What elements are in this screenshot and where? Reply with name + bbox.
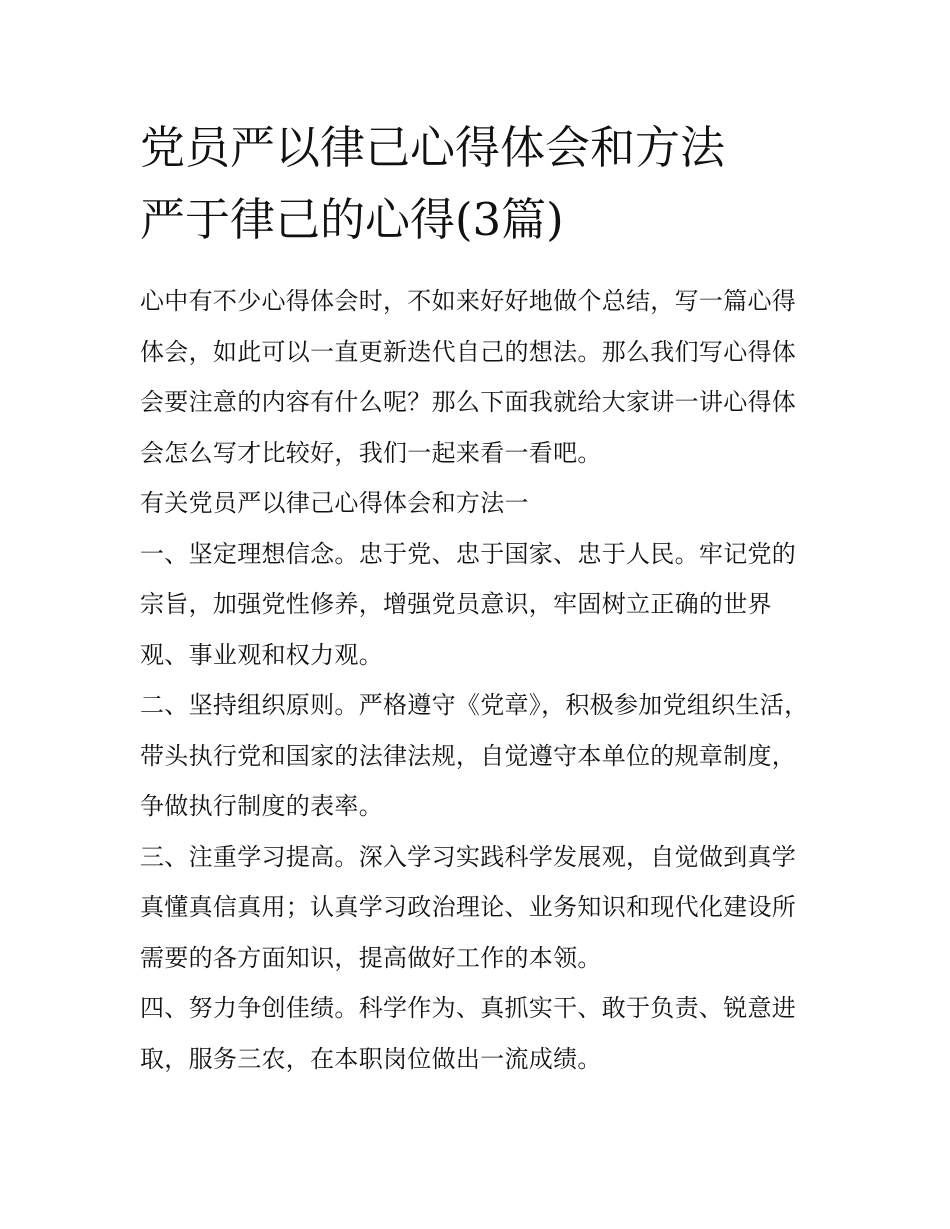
title-line-2: 严于律己的心得(3篇) — [140, 193, 564, 246]
point-3-paragraph: 三、注重学习提高。深入学习实践科学发展观，自觉做到真学真懂真信真用；认真学习政治理论、业务知识和现代化建设所需要的各方面知识，提高做好工作的本领。 — [140, 842, 797, 972]
title-line-1: 党员严以律己心得体会和方法 — [140, 121, 726, 174]
document-title — [140, 112, 812, 256]
section-heading: 有关党员严以律己心得体会和方法一 — [140, 489, 529, 517]
point-2-paragraph: 二、坚持组织原则。严格遵守《党章》，积极参加党组织生活，带头执行党和国家的法律法规，自觉遵守本单位的规章制度，争做执行制度的表率。 — [140, 691, 809, 820]
document-page — [140, 112, 812, 1084]
intro-paragraph: 心中有不少心得体会时，不如来好好地做个总结，写一篇心得体会，如此可以一直更新迭代自己的想法。那么我们写心得体会要注意的内容有什么呢？那么下面我就给大家讲一讲心得体会怎么写才比较好，我们一起来看一看吧。 — [140, 287, 797, 467]
point-1-paragraph: 一、坚定理想信念。忠于党、忠于国家、忠于人民。牢记党的宗旨，加强党性修养，增强党员意识，牢固树立正确的世界观、事业观和权力观。 — [140, 539, 797, 669]
point-4-paragraph: 四、努力争创佳绩。科学作为、真抓实干、敢于负责、锐意进取，服务三农，在本职岗位做出一流成绩。 — [140, 994, 797, 1073]
document-body — [140, 276, 812, 1084]
